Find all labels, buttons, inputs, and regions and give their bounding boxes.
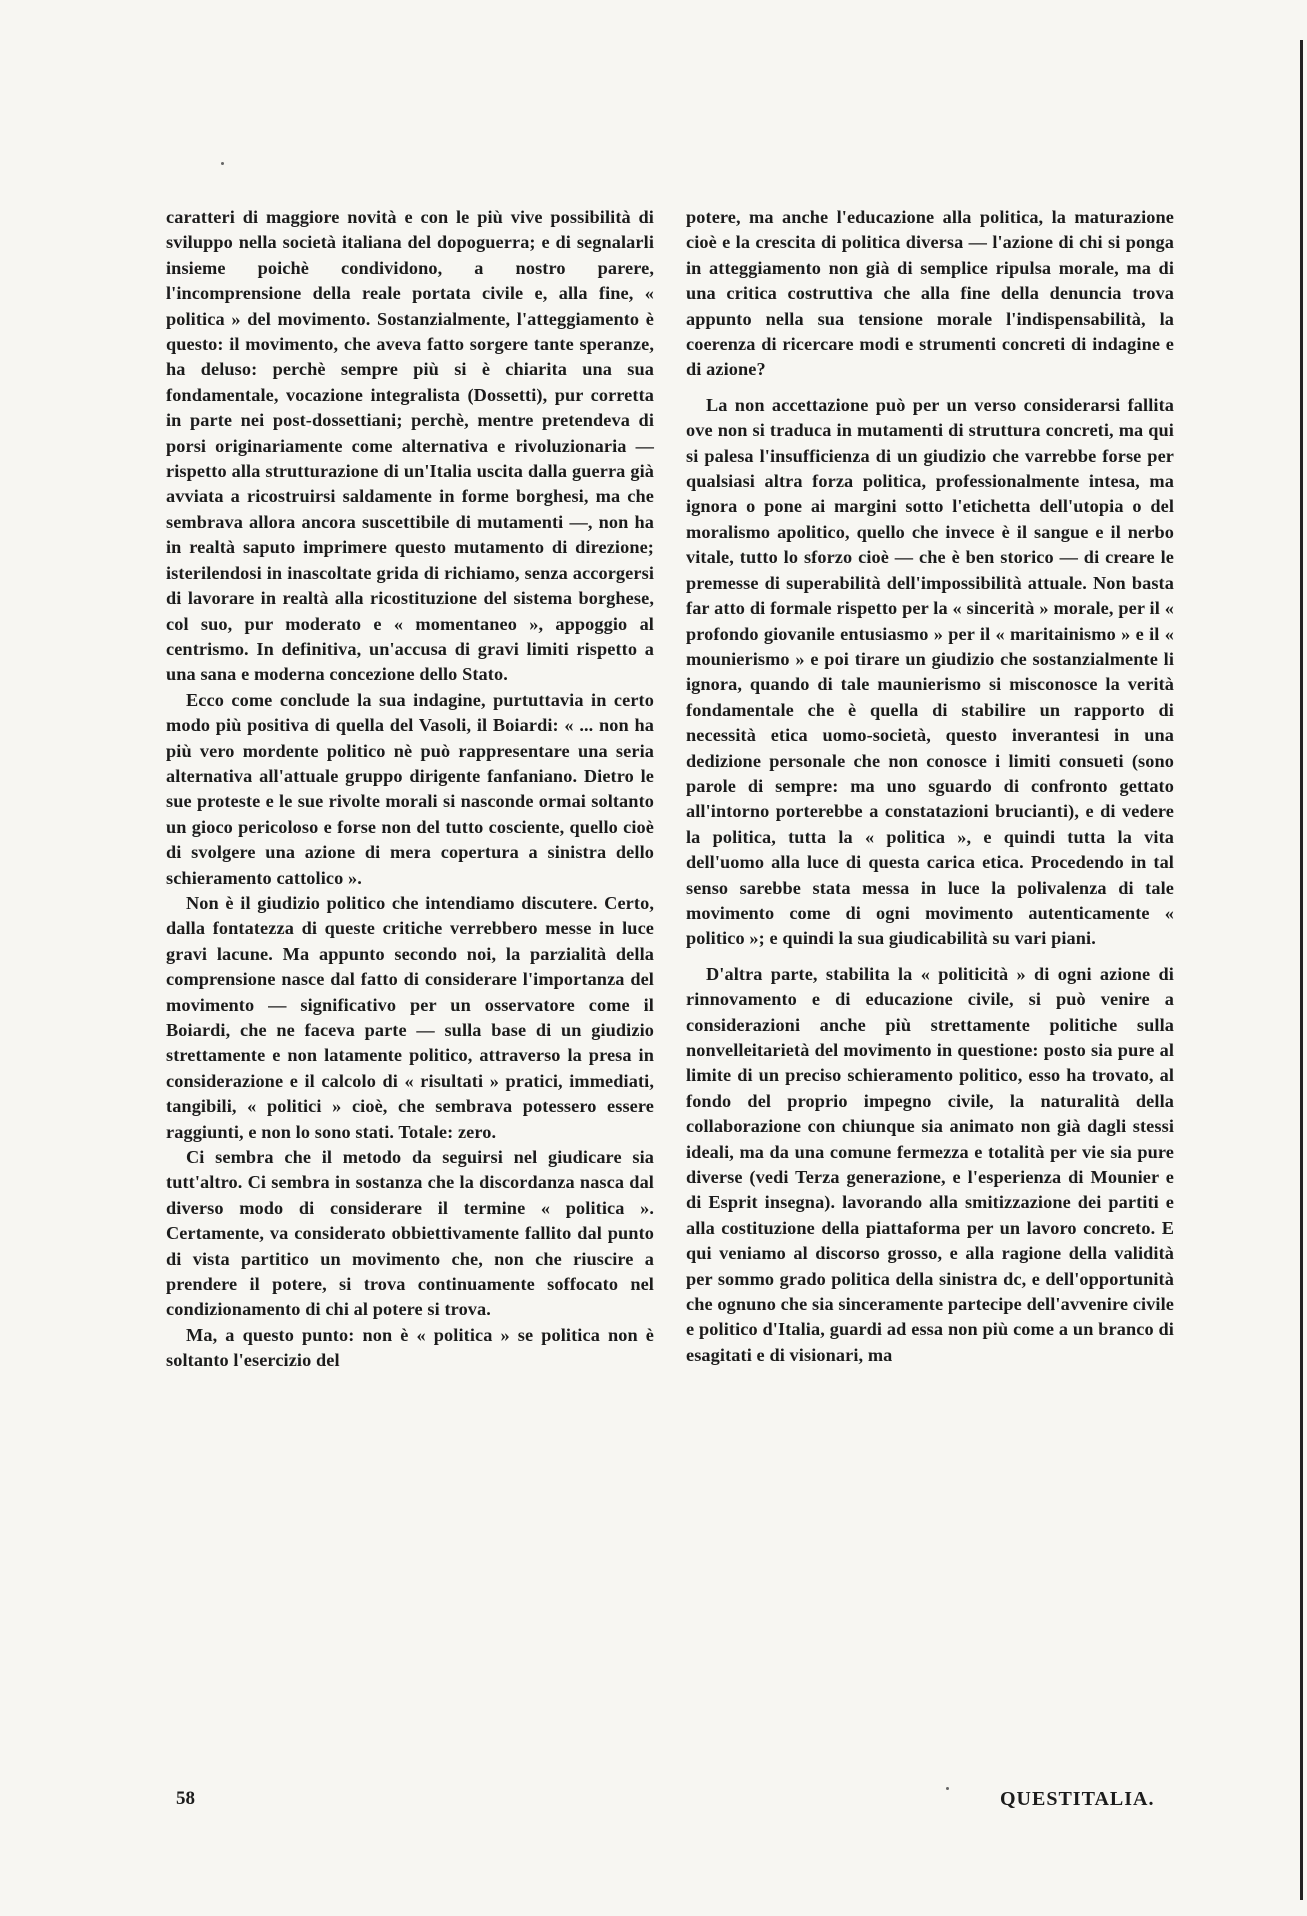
text-column-left bbox=[166, 205, 654, 1374]
paragraph: Ma, a questo punto: non è « politica » se politica non è soltanto l'esercizio del bbox=[166, 1324, 654, 1371]
text-column-right bbox=[686, 205, 1174, 1368]
paper-speck bbox=[221, 162, 224, 165]
page-number: 58 bbox=[176, 1788, 195, 1809]
paragraph: D'altra parte, stabilita la « politicità » di ogni azione di rinnovamento e di educazione civile, si può venire a considerazioni anche più strettamente politiche sulla nonvelleitarietà del movimento in questione: posto sia pure al limite di un preciso schieramento politico, esso ha trovato, al fondo del proprio impegno civile, la naturalità della collaborazione con chiunque sia animato non già dagli stessi ideali, ma da una comune fermezza e totalità per vie sia pure diverse (vedi Terza generazione, e l'esperienza di Mounier e di Esprit insegna). lavorando alla smitizzazione dei partiti e alla costituzione della piattaforma per un lavoro concreto. E qui veniamo al discorso grosso, e alla ragione della validità per sommo grado politica della sinistra dc, e dell'opportunità che ognuno che sia sinceramente partecipe dell'avvenire civile e politico d'Italia, guardi ad essa non più come a un branco di esagitati e di visionari, ma bbox=[686, 963, 1174, 1365]
page-edge-line bbox=[1300, 40, 1303, 1900]
paragraph: Non è il giudizio politico che intendiamo discutere. Certo, dalla fontatezza di queste critiche verrebbero messe in luce gravi lacune. Ma appunto secondo noi, la parzialità della comprensione nasce dal fatto di considerare l'importanza del movimento — significativo per un osservatore come il Boiardi, che ne faceva parte — sulla base di un giudizio strettamente e non latamente politico, attraverso la presa in considerazione e il calcolo di « risultati » pratici, immediati, tangibili, « politici » cioè, che sembrava potessero essere raggiunti, e non lo sono stati. Totale: zero. bbox=[166, 892, 654, 1142]
paragraph: La non accettazione può per un verso considerarsi fallita ove non si traduca in mutamenti di struttura concreti, ma qui si palesa l'insufficienza di un giudizio che varrebbe forse per qualsiasi altra forza politica, professionalmente intesa, ma ignora o pone ai margini sotto l'etichetta dell'utopia o del moralismo apolitico, quello che invece è il sangue e il nerbo vitale, tutto lo sforzo cioè — che è ben storico — di creare le premesse di superabilità dell'impossibilità attuale. Non basta far atto di formale rispetto per la « sincerità » morale, per il « profondo giovanile entusiasmo » per il « maritainismo » e il « mounierismo » e poi tirare un giudizio che sostanzialmente li ignora, quando di tale maunierismo si misconosce la verità fondamentale che è quella di stabilire un rapporto di necessità etica uomo-società, questo inverantesi in una dedizione personale che non conosce i limiti consueti (sono parole di sempre: ma uno sguardo di confronto gettato all'intorno porterebbe a constatazioni brucianti), e di vedere la politica, tutta la « politica », e quindi tutta la vita dell'uomo alla luce di questa carica etica. Procedendo in tal senso sarebbe stata messa in luce la polivalenza di tale movimento come di ogni movimento autenticamente « politico »; e quindi la sua giudicabilità su vari piani. bbox=[686, 394, 1174, 949]
paper-speck bbox=[946, 1787, 949, 1790]
journal-title: QUESTITALIA. bbox=[1000, 1788, 1155, 1810]
paragraph: Ecco come conclude la sua indagine, purtuttavia in certo modo più positiva di quella del Vasoli, il Boiardi: « ... non ha più vero mordente politico nè può rappresentare una seria alternativa all'attuale gruppo dirigente fanfaniano. Dietro le sue proteste e le sue rivolte morali si nasconde ormai soltanto un gioco pericoloso e forse non del tutto cosciente, quello cioè di svolgere una azione di mera copertura a sinistra dello schieramento cattolico ». bbox=[166, 689, 654, 888]
paragraph: caratteri di maggiore novità e con le più vive possibilità di sviluppo nella società italiana del dopoguerra; e di segnalarli insieme poichè condividono, a nostro parere, l'incomprensione della reale portata civile e, alla fine, « politica » del movimento. Sostanzialmente, l'atteggiamento è questo: il movimento, che aveva fatto sorgere tante speranze, ha deluso: perchè sempre più si è chiarita una sua fondamentale, vocazione integralista (Dossetti), pur corretta in parte nei post-dossettiani; perchè, mentre pretendeva di porsi originariamente come alternativa e rivoluzionaria — rispetto alla strutturazione di un'Italia uscita dalla guerra già avviata a ricostruirsi saldamente in forme borghesi, ma che sembrava allora ancora suscettibile di mutamenti —, non ha in realtà saputo imprimere questo mutamento di direzione; isterilendosi in inascoltate grida di richiamo, senza accorgersi di lavorare in realtà alla ricostituzione del sistema borghese, col suo, pur moderato e « momentaneo », appoggio al centrismo. In definitiva, un'accusa di gravi limiti rispetto a una sana e moderna concezione dello Stato. bbox=[166, 207, 654, 685]
paragraph: Ci sembra che il metodo da seguirsi nel giudicare sia tutt'altro. Ci sembra in sostanza che la discordanza nasca dal diverso modo di considerare il termine « politica ». Certamente, va considerato obbiettivamente fallito dal punto di vista partitico un movimento che, non che riuscire a prendere il potere, si trova continuamente soffocato nel condizionamento di chi al potere si trova. bbox=[166, 1147, 654, 1320]
paragraph: potere, ma anche l'educazione alla politica, la maturazione cioè e la crescita di politica diversa — l'azione di chi si ponga in atteggiamento non già di semplice ripulsa morale, ma di una critica costruttiva che alla fine della denuncia trova appunto nella sua tensione morale l'indispensabilità, la coerenza di ricercare modi e strumenti concreti di indagine e di azione? bbox=[686, 207, 1174, 380]
